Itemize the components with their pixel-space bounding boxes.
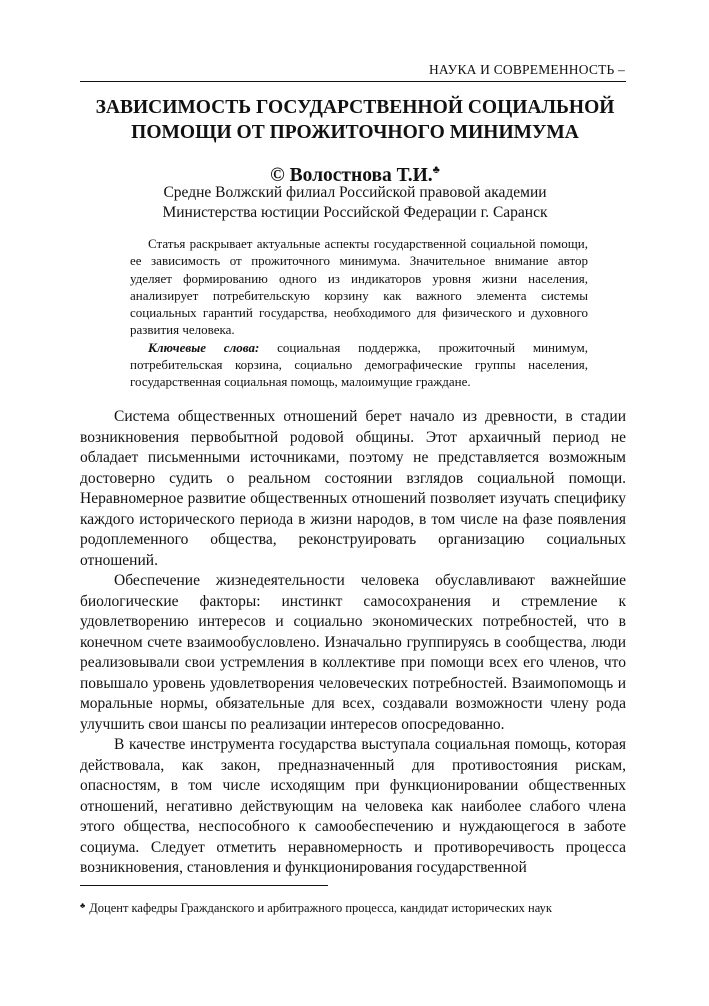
footnote xyxy=(80,898,626,916)
footnote-rule xyxy=(80,885,328,886)
title-line-1: ЗАВИСИМОСТЬ ГОСУДАРСТВЕННОЙ СОЦИАЛЬНОЙ xyxy=(95,97,615,118)
body-paragraph-1: Система общественных отношений берет начало из древности, в стадии возникновения первобытной родовой общины. Этот архаичный период не обладает письменными источниками, поэтому не представляется возможным достоверно судить о реальном состоянии взглядов социальной помощи. Неравномерное развитие общественных отношений позволяет изучать специфику каждого исторического периода в жизни народов, в том числе на фазе появления родоплеменного общества, реконструировать организацию социальных отношений. xyxy=(80,408,626,569)
affiliation-line-2: Министерства юстиции Российской Федерации г. Саранск xyxy=(162,204,548,221)
keywords xyxy=(130,339,588,391)
footnote-text: Доцент кафедры Гражданского и арбитражного процесса, кандидат исторических наук xyxy=(89,901,552,915)
body-paragraph-2: Обеспечение жизнедеятельности человека обуславливают важнейшие биологические факторы: инстинкт самосохранения и стремление к удовлетворению интересов и социально экономических потребностей, что в конечном счете взаимообусловлено. Изначально группируясь в сообщества, люди реализовывали свои устремления в коллективе при помощи всех его членов, что повышало уровень удовлетворения человеческих потребностей. Взаимопомощь и моральные нормы, обязательные для всех, создавали возможности члену рода улучшить свои шансы по реализации интересов опосредованно. xyxy=(80,572,626,733)
affiliation xyxy=(60,183,650,223)
header-rule xyxy=(80,81,626,82)
article-title xyxy=(60,95,650,145)
author-footnote-mark: ♣ xyxy=(432,164,440,176)
abstract xyxy=(130,235,588,391)
author-name: © Волостнова Т.И. xyxy=(270,165,433,186)
title-line-2: ПОМОЩИ ОТ ПРОЖИТОЧНОГО МИНИМУМА xyxy=(131,122,579,143)
footnote-mark: ♣ xyxy=(80,901,86,910)
affiliation-line-1: Средне Волжский филиал Российской правовой академии xyxy=(163,184,547,201)
abstract-text: Статья раскрывает актуальные аспекты государственной социальной помощи, ее зависимость от прожиточного минимума. Значительное внимание автор уделяет формированию одного из индикаторов уровня жизни населения, анализирует потребительскую корзину как важного элемента системы социальных гарантий государства, необходимого для физического и духовного развития человека. xyxy=(130,236,588,338)
keywords-list: социальная поддержка, прожиточный минимум, потребительская корзина, социально демографические группы населения, государственная социальная помощь, малоимущие граждане. xyxy=(130,339,588,390)
keywords-label: Ключевые слова: xyxy=(148,339,260,355)
running-head: НАУКА И СОВРЕМЕННОСТЬ – xyxy=(428,62,625,77)
body-paragraph-3: В качестве инструмента государства выступала социальная помощь, которая действовала, как закон, предназначенный для противостояния рискам, опасностям, в том числе исходящим при функционировании общественных отношений, негативно действующим на человека как наиболее слабого члена этого общества, неспособного к самообеспечению и нуждающегося в заботе социума. Следует отметить неравномерность и противоречивость процесса возникновения, становления и функционирования государственной xyxy=(80,736,626,876)
article-body xyxy=(80,407,626,879)
